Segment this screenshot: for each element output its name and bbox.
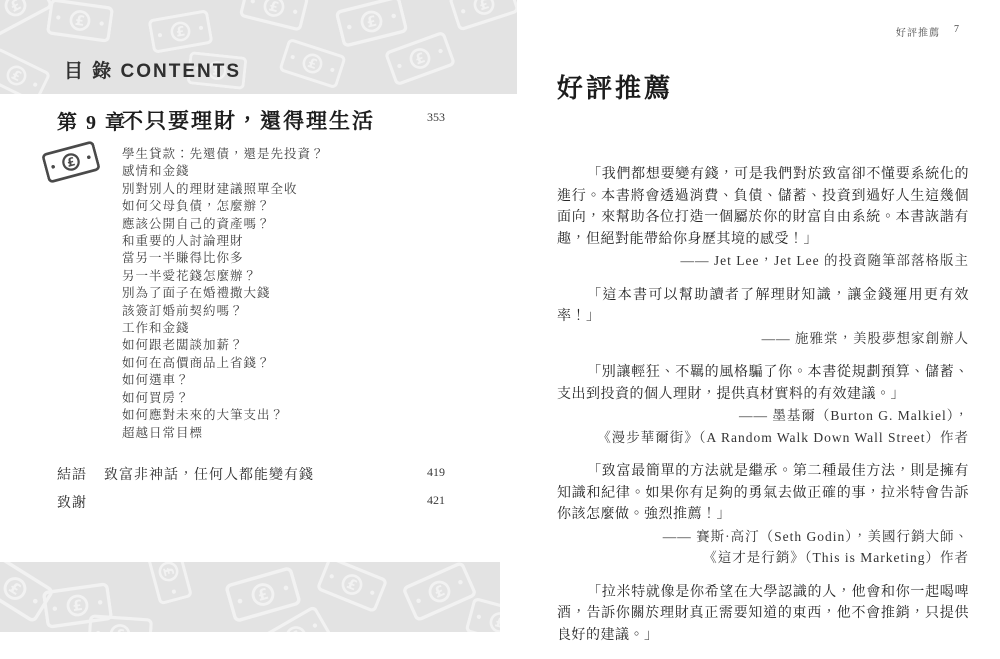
toc-acknowledgements-row — [0, 492, 517, 512]
toc-section-item: 如何選車？ — [122, 373, 190, 388]
banknote-pattern-icon — [46, 0, 115, 43]
toc-section-item: 如何買房？ — [122, 390, 190, 405]
quote-block — [557, 362, 969, 448]
banknote-pattern-icon — [147, 9, 213, 54]
running-header — [896, 24, 960, 39]
banknote-pattern-icon — [384, 30, 457, 87]
toc-section-item: 和重要的人討論理財 — [122, 234, 244, 249]
quote-attribution: —— 賽斯·高汀（Seth Godin），美國行銷大師、 — [662, 528, 969, 544]
chapter-number: 第 9 章 — [57, 112, 127, 134]
banknote-pattern-icon — [87, 614, 153, 632]
toc-section-item: 如何在高價商品上省錢？ — [122, 355, 271, 370]
quote-attribution: —— 墨基爾（Burton G. Malkiel）， — [739, 408, 969, 423]
running-header-title: 好評推薦 — [896, 28, 940, 39]
banknote-pattern-icon — [224, 565, 303, 624]
banknote-pattern-icon — [144, 562, 194, 605]
toc-section-list — [122, 146, 325, 442]
quote-block — [557, 164, 969, 272]
banknote-pattern-icon — [464, 596, 500, 632]
chapter-page-number: 353 — [427, 110, 445, 124]
toc-section-item: 如何應對未來的大筆支出？ — [122, 408, 285, 423]
chapter-title: 不只要理財，還得理生活 — [122, 109, 375, 133]
toc-section-item: 別為了面子在婚禮撒大錢 — [122, 286, 271, 301]
toc-section-item: 超越日常目標 — [122, 425, 204, 440]
toc-section-item: 該簽訂婚前契約嗎？ — [122, 303, 244, 318]
toc-page — [0, 0, 517, 632]
toc-header: 目 錄 CONTENTS — [64, 61, 242, 82]
running-header-page-number: 7 — [954, 24, 960, 35]
quote-text: 「這本書可以幫助讀者了解理財知識，讓金錢運用更有效率！」 — [557, 287, 969, 324]
toc-section-item: 別對別人的理財建議照單全收 — [122, 181, 298, 196]
toc-section-item: 當另一半賺得比你多 — [122, 251, 244, 266]
acknowledgements-page-number: 421 — [427, 493, 445, 507]
quote-block — [557, 461, 969, 569]
toc-section-item: 應該公開自己的資產嗎？ — [122, 216, 271, 231]
toc-section-item: 工作和金錢 — [122, 321, 190, 336]
banknote-pattern-icon — [401, 562, 478, 623]
conclusion-page-number: 419 — [427, 465, 445, 479]
toc-conclusion-row — [0, 464, 517, 484]
banknote-pattern-icon — [334, 0, 408, 49]
quote-block — [557, 285, 969, 350]
quote-text: 「別讓輕狂、不羈的風格騙了你。本書從規劃預算、儲蓄、支出到投資的個人理財，提供真材實料的有效建議。」 — [557, 365, 969, 402]
praise-page — [517, 0, 1000, 643]
conclusion-title: 致富非神話，任何人都能變有錢 — [104, 468, 314, 483]
banknote-pattern-icon — [278, 37, 347, 89]
quote-attribution: —— Jet Lee，Jet Lee 的投資隨筆部落格版主 — [680, 253, 969, 268]
banknote-icon — [41, 140, 101, 185]
toc-section-item: 如何跟老闆談加薪？ — [122, 338, 244, 353]
quote-list — [557, 164, 969, 659]
quote-attribution: 《漫步華爾街》（A Random Walk Down Wall Street）作者 — [597, 429, 969, 445]
quote-attribution: 《這才是行銷》（This is Marketing）作者 — [703, 550, 969, 565]
quote-text: 「我們都想要變有錢，可是我們對於致富卻不懂要系統化的進行。本書將會透過消費、負債、儲蓄、投資到過好人生這幾個面向，來幫助各位打造一個屬於你的財富自由系統。本書詼諧有趣，但絕對能帶給你身歷其境的感受！」 — [557, 167, 969, 247]
banknote-pattern-icon — [0, 46, 52, 94]
toc-section-item: 感情和金錢 — [122, 164, 190, 179]
acknowledgements-label: 致謝 — [57, 496, 87, 511]
quote-text: 「致富最簡單的方法就是繼承。第二種最佳方法，則是擁有知識和紀律。如果你有足夠的勇氣去做正確的事，拉米特會告訴你該怎麼做。強烈推薦！」 — [557, 464, 969, 522]
page-title: 好評推薦 — [557, 74, 674, 103]
toc-section-item: 如何父母負債，怎麼辦？ — [122, 199, 271, 214]
toc-section-item: 另一半愛花錢怎麼辦？ — [122, 268, 258, 283]
toc-section-item: 學生貸款：先還債，還是先投資？ — [122, 147, 325, 161]
conclusion-label: 結語 — [57, 468, 87, 483]
toc-bottom-banner — [0, 562, 500, 632]
quote-block — [557, 582, 969, 647]
banknote-pattern-icon — [315, 562, 388, 614]
banknote-pattern-icon — [448, 0, 517, 32]
quote-attribution: —— 施雅棠，美股夢想家創辦人 — [761, 330, 969, 346]
toc-chapter-row — [0, 106, 517, 136]
banknote-pattern-icon — [238, 0, 309, 32]
quote-text: 「拉米特就像是你希望在大學認識的人，他會和你一起喝啤酒，告訴你關於理財真正需要知道的東西，他不會推銷，只提供良好的建議。」 — [557, 584, 969, 643]
